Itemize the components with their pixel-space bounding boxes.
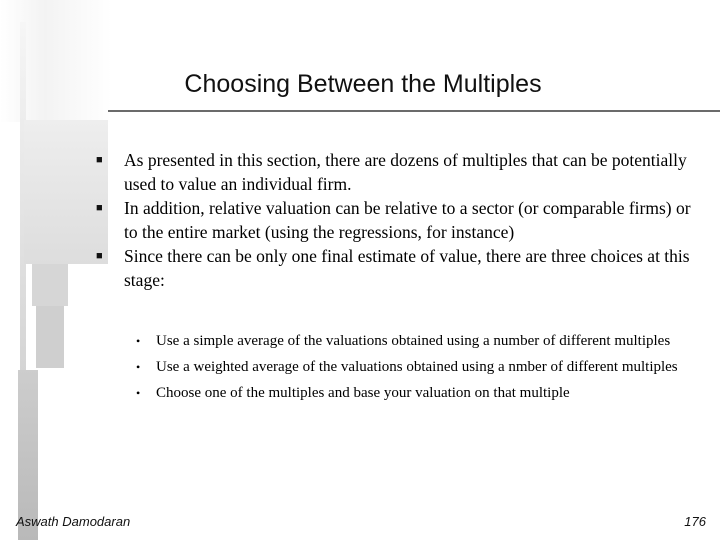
page-number: 176	[684, 514, 706, 529]
background-decoration	[32, 264, 68, 306]
sub-bullet-item	[136, 382, 696, 404]
sub-bullet-list	[136, 330, 696, 408]
slide-title: Choosing Between the Multiples	[184, 70, 542, 98]
sub-bullet-item	[136, 330, 696, 352]
dot-bullet-icon: •	[136, 386, 141, 400]
background-decoration	[36, 306, 64, 368]
sub-bullet-text: Choose one of the multiples and base your valuation on that multiple	[156, 385, 570, 401]
dot-bullet-icon: •	[136, 334, 141, 348]
footer-author: Aswath Damodaran	[16, 514, 131, 529]
sub-bullet-item	[136, 356, 696, 378]
bullet-text: Since there can be only one final estimate of value, there are three choices at this stage:	[124, 246, 690, 290]
bullet-text: As presented in this section, there are dozens of multiples that can be potentially used to value an individual firm.	[124, 150, 687, 194]
bullet-text: In addition, relative valuation can be relative to a sector (or comparable firms) or to the entire market (using the regressions, for instance)	[124, 198, 691, 242]
sub-bullet-text: Use a weighted average of the valuations obtained using a nmber of different multiples	[156, 359, 678, 375]
bullet-item	[96, 149, 696, 196]
sub-bullet-text: Use a simple average of the valuations obtained using a number of different multiples	[156, 333, 671, 349]
square-bullet-icon: ■	[96, 154, 103, 166]
dot-bullet-icon: •	[136, 360, 141, 374]
background-decoration	[0, 0, 112, 122]
bullet-list	[96, 149, 696, 293]
bullet-item	[96, 197, 696, 244]
bullet-item	[96, 245, 696, 292]
square-bullet-icon: ■	[96, 250, 103, 262]
square-bullet-icon: ■	[96, 202, 103, 214]
title-divider	[108, 110, 720, 112]
